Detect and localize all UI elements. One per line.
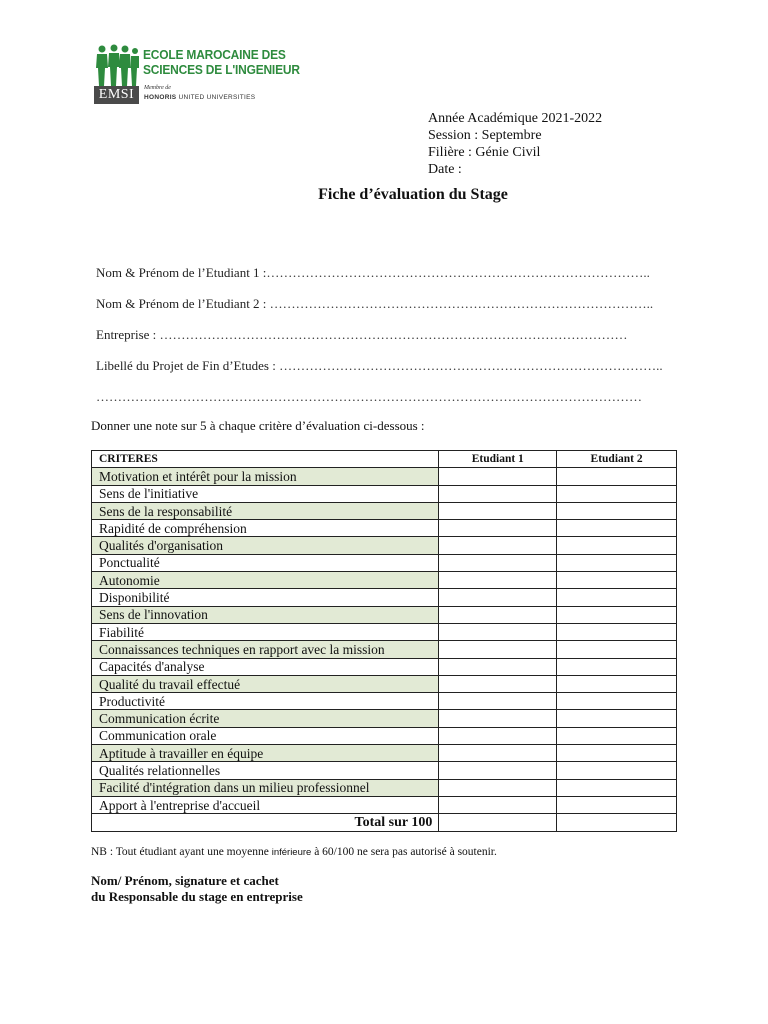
criterion-label: Facilité d'intégration dans un milieu professionnel [92, 779, 439, 796]
criterion-label: Ponctualité [92, 554, 439, 571]
member-label: Membre de [144, 85, 171, 91]
criterion-label: Disponibilité [92, 589, 439, 606]
criterion-label: Sens de l'initiative [92, 485, 439, 502]
criterion-label: Communication écrite [92, 710, 439, 727]
student2-score-cell[interactable] [557, 537, 677, 554]
project-dots: …………………………………………………………………………….. [275, 358, 663, 373]
header-criteria: CRITERES [92, 451, 439, 468]
page-title: Fiche d’évaluation du Stage [318, 186, 508, 203]
criterion-label: Productivité [92, 693, 439, 710]
table-row [92, 693, 677, 710]
table-row [92, 745, 677, 762]
student2-score-cell[interactable] [557, 796, 677, 813]
student1-score-cell[interactable] [439, 623, 557, 640]
criterion-label: Rapidité de compréhension [92, 520, 439, 537]
student1-score-cell[interactable] [439, 520, 557, 537]
student1-score-cell[interactable] [439, 606, 557, 623]
table-row [92, 606, 677, 623]
student2-score-cell[interactable] [557, 485, 677, 502]
emsi-acronym: EMSI [94, 86, 139, 104]
table-row [92, 658, 677, 675]
student1-score-cell[interactable] [439, 762, 557, 779]
table-row [92, 502, 677, 519]
criterion-label: Capacités d'analyse [92, 658, 439, 675]
school-logo [94, 44, 300, 106]
student2-score-cell[interactable] [557, 468, 677, 485]
filiere: Filière : Génie Civil [428, 145, 541, 160]
signature-block [91, 873, 303, 905]
criterion-label: Sens de la responsabilité [92, 502, 439, 519]
table-header-row [92, 451, 677, 468]
student2-score-cell[interactable] [557, 520, 677, 537]
student1-score-cell[interactable] [439, 675, 557, 692]
student2-score-cell[interactable] [557, 693, 677, 710]
table-row [92, 485, 677, 502]
table-row [92, 554, 677, 571]
academic-year: Année Académique 2021-2022 [428, 111, 603, 126]
total-label: Total sur 100 [92, 814, 439, 831]
student1-label: Nom & Prénom de l’Etudiant 1 : [96, 265, 267, 280]
criterion-label: Fiabilité [92, 623, 439, 640]
table-row [92, 641, 677, 658]
company-label: Entreprise : [96, 327, 157, 342]
student2-score-cell[interactable] [557, 589, 677, 606]
table-row [92, 537, 677, 554]
student1-score-cell[interactable] [439, 554, 557, 571]
student2-field [96, 296, 653, 312]
student1-total-cell[interactable] [439, 814, 557, 831]
table-row [92, 762, 677, 779]
silhouettes-icon [94, 44, 140, 88]
project-label: Libellé du Projet de Fin d’Etudes : [96, 358, 276, 373]
student1-score-cell[interactable] [439, 745, 557, 762]
table-row [92, 727, 677, 744]
student2-label: Nom & Prénom de l’Etudiant 2 : [96, 296, 267, 311]
company-field [96, 327, 628, 343]
honoris-bold: HONORIS [144, 94, 177, 101]
student2-score-cell[interactable] [557, 502, 677, 519]
school-name [143, 47, 300, 77]
table-row [92, 468, 677, 485]
school-name-line2: SCIENCES DE L'INGENIEUR [143, 62, 300, 77]
criterion-label: Qualités d'organisation [92, 537, 439, 554]
student1-dots: …………………………………………………………………………….. [266, 265, 650, 280]
student1-score-cell[interactable] [439, 485, 557, 502]
total-row [92, 814, 677, 831]
table-row [92, 572, 677, 589]
honoris-label [144, 94, 255, 101]
criterion-label: Apport à l'entreprise d'accueil [92, 796, 439, 813]
student1-score-cell[interactable] [439, 641, 557, 658]
header-student1: Etudiant 1 [439, 451, 557, 468]
student1-score-cell[interactable] [439, 537, 557, 554]
student1-score-cell[interactable] [439, 710, 557, 727]
student2-score-cell[interactable] [557, 606, 677, 623]
table-row [92, 796, 677, 813]
student2-score-cell[interactable] [557, 675, 677, 692]
company-dots: ……………………………………………………………………………………………… [156, 327, 628, 342]
student1-score-cell[interactable] [439, 796, 557, 813]
nb-part2: inférieure [271, 847, 312, 858]
extra-dots: ……………………………………………………………………………………………………………… [96, 389, 642, 404]
table-row [92, 623, 677, 640]
nb-part3: à 60/100 ne sera pas autorisé à soutenir. [311, 846, 497, 858]
student2-score-cell[interactable] [557, 762, 677, 779]
student2-score-cell[interactable] [557, 658, 677, 675]
table-row [92, 520, 677, 537]
criterion-label: Sens de l'innovation [92, 606, 439, 623]
evaluation-table [91, 450, 677, 832]
criterion-label: Qualités relationnelles [92, 762, 439, 779]
student1-score-cell[interactable] [439, 572, 557, 589]
criterion-label: Aptitude à travailler en équipe [92, 745, 439, 762]
table-row [92, 779, 677, 796]
student1-score-cell[interactable] [439, 502, 557, 519]
session: Session : Septembre [428, 128, 542, 143]
criterion-label: Autonomie [92, 572, 439, 589]
criterion-label: Qualité du travail effectué [92, 675, 439, 692]
student2-total-cell[interactable] [557, 814, 677, 831]
student1-score-cell[interactable] [439, 779, 557, 796]
header-student2: Etudiant 2 [557, 451, 677, 468]
student1-field [96, 265, 650, 281]
instruction-text: Donner une note sur 5 à chaque critère d’évaluation ci-dessous : [91, 418, 425, 433]
student2-score-cell[interactable] [557, 710, 677, 727]
criterion-label: Connaissances techniques en rapport avec la mission [92, 641, 439, 658]
project-field [96, 358, 663, 374]
student2-score-cell[interactable] [557, 727, 677, 744]
student1-score-cell[interactable] [439, 589, 557, 606]
table-row [92, 675, 677, 692]
nb-part1: NB : Tout étudiant ayant une moyenne [91, 846, 272, 858]
student1-score-cell[interactable] [439, 658, 557, 675]
student2-score-cell[interactable] [557, 641, 677, 658]
student2-score-cell[interactable] [557, 779, 677, 796]
school-name-line1: ECOLE MAROCAINE DES [143, 47, 286, 62]
table-row [92, 589, 677, 606]
date: Date : [428, 162, 462, 177]
student2-dots: …………………………………………………………………………….. [266, 296, 654, 311]
student2-score-cell[interactable] [557, 623, 677, 640]
student2-score-cell[interactable] [557, 554, 677, 571]
signature-line1: Nom/ Prénom, signature et cachet [91, 873, 279, 888]
criterion-label: Motivation et intérêt pour la mission [92, 468, 439, 485]
document-meta [428, 110, 602, 178]
table-row [92, 710, 677, 727]
student1-score-cell[interactable] [439, 727, 557, 744]
honoris-rest: UNITED UNIVERSITIES [176, 94, 256, 101]
student1-score-cell[interactable] [439, 468, 557, 485]
student1-score-cell[interactable] [439, 693, 557, 710]
student2-score-cell[interactable] [557, 745, 677, 762]
nb-note [91, 846, 497, 858]
project-extra-line [96, 389, 642, 405]
student2-score-cell[interactable] [557, 572, 677, 589]
signature-line2: du Responsable du stage en entreprise [91, 889, 303, 904]
criterion-label: Communication orale [92, 727, 439, 744]
